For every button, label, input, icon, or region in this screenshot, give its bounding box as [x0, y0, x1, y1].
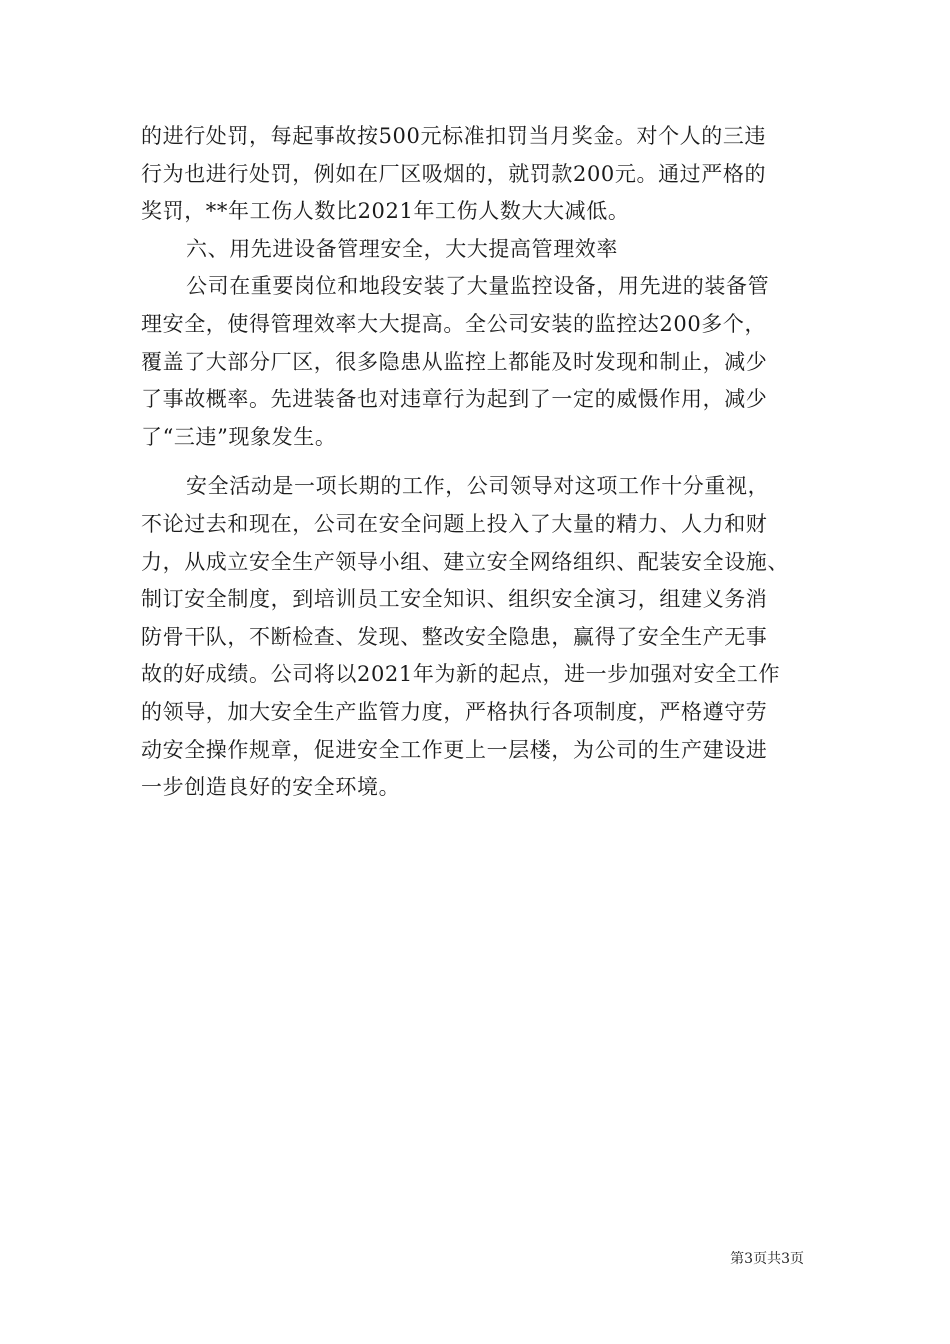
document-body [141, 118, 811, 807]
text-line: 行为也进行处罚，例如在厂区吸烟的，就罚款200元。通过严格的 [141, 161, 767, 186]
text-line: 防骨干队，不断检查、发现、整改安全隐患，赢得了安全生产无事 [141, 624, 768, 649]
text-line: 理安全，使得管理效率大大提高。全公司安装的监控达200多个， [141, 311, 767, 336]
text-line: 覆盖了大部分厂区，很多隐患从监控上都能及时发现和制止，减少 [141, 349, 768, 374]
text-line: 了事故概率。先进装备也对违章行为起到了一定的威慑作用，减少 [141, 387, 768, 412]
text-line: 力，从成立安全生产领导小组、建立安全网络组织、配装安全设施、 [141, 549, 789, 574]
section-heading: 六、用先进设备管理安全，大大提高管理效率 [186, 236, 618, 261]
text-line: 奖罚，**年工伤人数比2021年工伤人数大大减低。 [141, 199, 630, 224]
text-line: 安全活动是一项长期的工作，公司领导对这项工作十分重视， [186, 474, 770, 499]
text-line: 动安全操作规章，促进安全工作更上一层楼，为公司的生产建设进 [141, 737, 768, 762]
text-line: 故的好成绩。公司将以2021年为新的起点，进一步加强对安全工作 [141, 662, 781, 687]
text-line: 不论过去和现在，公司在安全问题上投入了大量的精力、人力和财 [141, 511, 768, 536]
text-line: 公司在重要岗位和地段安装了大量监控设备，用先进的装备管 [186, 274, 770, 299]
text-line: 的进行处罚，每起事故按500元标准扣罚当月奖金。对个人的三违 [141, 124, 767, 148]
page-number: 第3页共3页 [730, 1251, 804, 1267]
text-line: 了“三违”现象发生。 [141, 424, 337, 449]
text-line: 一步创造良好的安全环境。 [141, 775, 401, 800]
text-line: 的领导，加大安全生产监管力度，严格执行各项制度，严格遵守劳 [141, 699, 768, 724]
text-line: 制订安全制度，到培训员工安全知识、组织安全演习，组建义务消 [141, 587, 768, 612]
